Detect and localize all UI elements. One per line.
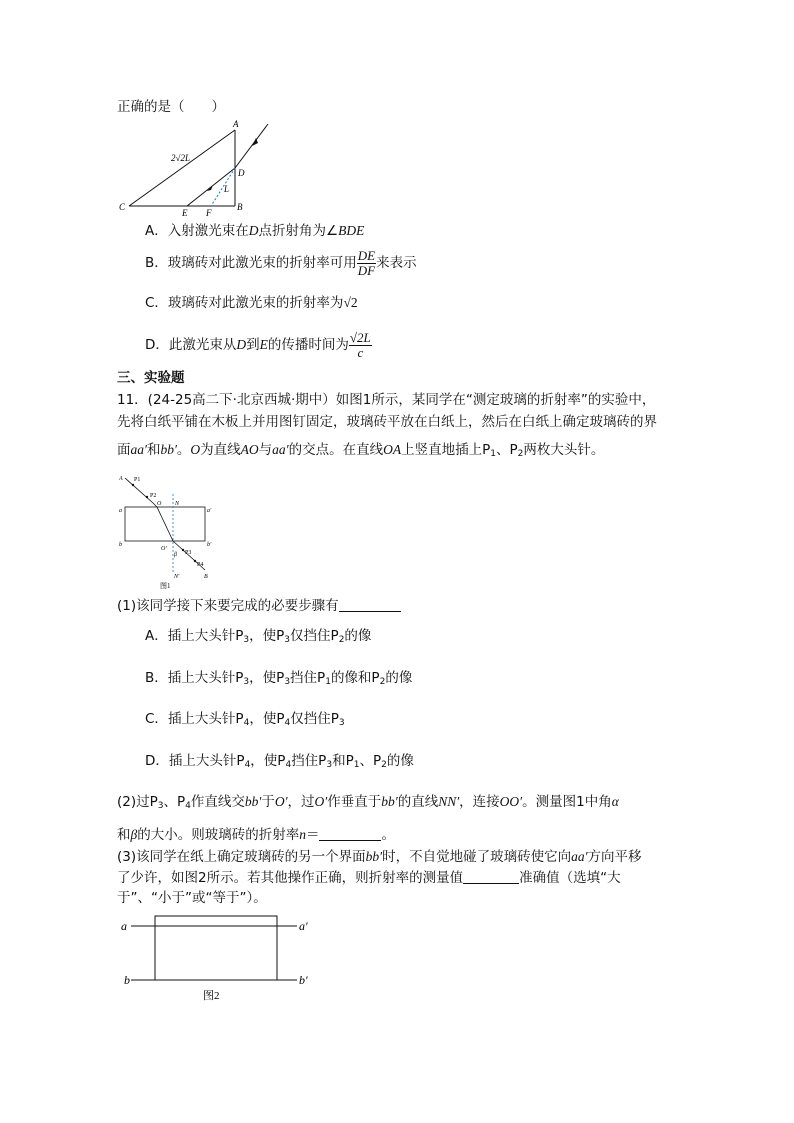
- q10-stem-tail: 正确的是（ ）: [117, 99, 225, 115]
- q11-figure-1: [115, 470, 225, 592]
- q10-option-a: A．入射激光束在D点折射角为∠BDE: [145, 223, 365, 239]
- fig1-label-a: a: [119, 508, 122, 514]
- fig1-label-O-prime: O': [161, 546, 167, 552]
- fig1-label-N: N: [175, 501, 180, 507]
- fig2-label-a-prime: a′: [299, 919, 308, 933]
- q11-choice-b: B．插上大头针$P_3$，使$P_3$挡住$P_1$的像和$P_2$的像: [145, 670, 413, 687]
- q10-option-d: D．此激光束从D到E的传播时间为 $\frac{√2L}{c}$: [145, 329, 371, 360]
- fig1-label-B: B: [204, 574, 208, 580]
- fig-label-F: F: [206, 208, 212, 218]
- q11-sub2-line1: (2)过$P_3$、$P_4$作直线交bb′于O′，过O′作垂直于bb′的直线NN′，连接OO′。测量图1中角α: [117, 794, 619, 811]
- section-title: 三、实验题: [117, 370, 185, 386]
- fig-label-L: L: [224, 184, 230, 194]
- fig2-label-b: b: [124, 973, 130, 987]
- fig-label-B: B: [237, 202, 243, 212]
- fraction-de-df: $\frac{DE}{DF}$: [357, 247, 376, 278]
- answer-blank-1[interactable]: [339, 598, 401, 612]
- fig2-caption: 图2: [203, 990, 220, 1002]
- fig2-label-b-prime: b′: [299, 973, 308, 987]
- q10-option-c: C．玻璃砖对此激光束的折射率为√2: [145, 295, 358, 311]
- q11-choice-d: D．插上大头针$P_4$，使$P_4$挡住$P_3$和$P_1$、$P_2$的像: [145, 753, 414, 770]
- fig1-label-P2: P2: [150, 493, 157, 499]
- q11-sub3-line1: (3)该同学在纸上确定玻璃砖的另一个界面bb′时，不自觉地碰了玻璃砖使它向aa′方向平移: [117, 849, 642, 865]
- answer-blank-2[interactable]: [319, 827, 381, 841]
- fig1-label-b: b: [119, 542, 122, 548]
- q11-line1: 11．(24-25高二下·北京西城·期中）如图1所示，某同学在“测定玻璃的折射率”的实验中，: [117, 392, 656, 408]
- fig1-label-N-prime: N': [174, 574, 180, 580]
- q10-triangle-figure: [115, 118, 285, 220]
- fig1-label-P3: P3: [185, 550, 192, 556]
- fig1-caption: 图1: [160, 582, 171, 590]
- q11-sub2-line2: 和β的大小。则玻璃砖的折射率n＝ 。: [117, 827, 395, 843]
- q11-figure-2: [115, 910, 330, 1005]
- q11-choice-c: C．插上大头针$P_4$，使$P_4$仅挡住$P_3$: [145, 711, 345, 728]
- fig1-label-a-prime: a': [207, 508, 212, 514]
- fig-label-D: D: [238, 168, 245, 178]
- fig1-label-b-prime: b': [207, 542, 212, 548]
- q11-sub1: (1)该同学接下来要完成的必要步骤有: [117, 597, 401, 615]
- q11-sub3-line2: 了少许，如图2所示。若其他操作正确，则折射率的测量值 准确值（选填“大: [117, 870, 621, 886]
- q11-sub3-line3: 于”、“小于”或“等于”）。: [117, 890, 267, 906]
- fig1-label-P1: P1: [134, 477, 141, 483]
- fig1-label-beta: β: [174, 552, 177, 558]
- fig2-label-a: a: [121, 919, 127, 933]
- fig1-label-P4: P4: [197, 562, 204, 568]
- fig-label-A: A: [233, 119, 239, 129]
- q10-option-b: B．玻璃砖对此激光束的折射率可用 $\frac{DE}{DF}$ 来表示: [145, 247, 417, 278]
- fig-label-C: C: [119, 202, 126, 212]
- answer-blank-3[interactable]: [463, 870, 519, 884]
- fig-label-hypotenuse: 2√2L: [171, 153, 190, 163]
- fig-label-E: E: [182, 208, 188, 218]
- fig1-label-O: O: [157, 501, 162, 507]
- fraction-time: $\frac{√2L}{c}$: [349, 329, 371, 360]
- q11-line3: 面aa′和bb′。O为直线AO与aa′的交点。在直线OA上竖直地插上$P_1$、$P_2$两枚大头针。: [117, 442, 605, 459]
- q11-choice-a: A．插上大头针$P_3$，使$P_3$仅挡住$P_2$的像: [145, 628, 372, 645]
- q11-line2: 先将白纸平铺在木板上并用图钉固定，玻璃砖平放在白纸上，然后在白纸上确定玻璃砖的界: [117, 414, 657, 430]
- fig1-label-A: A: [119, 476, 123, 482]
